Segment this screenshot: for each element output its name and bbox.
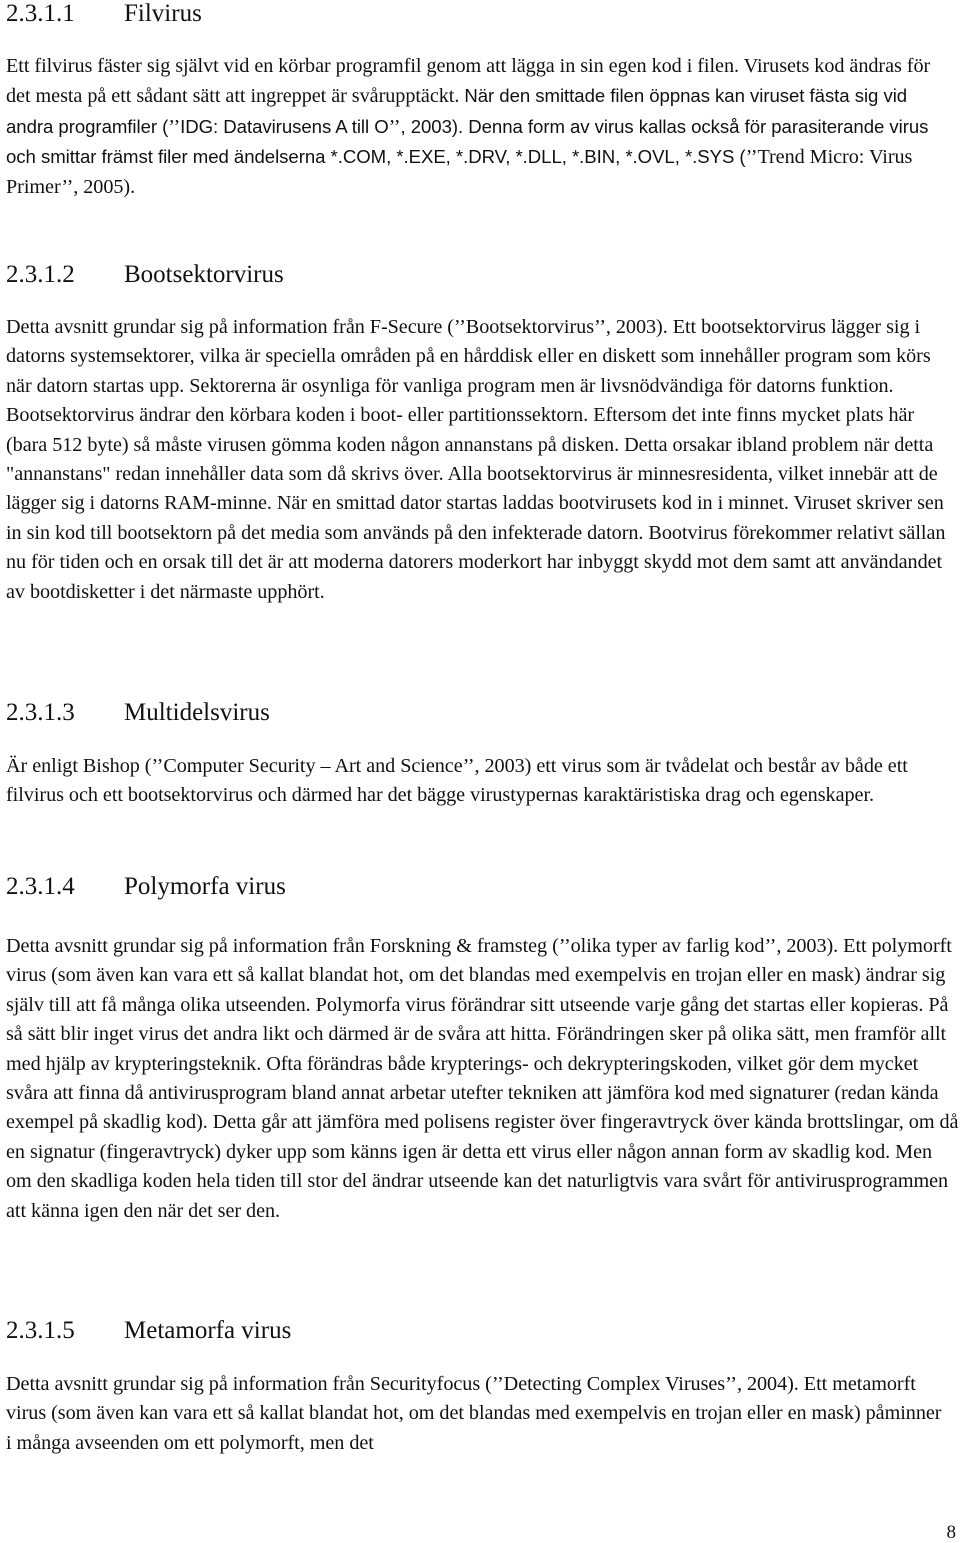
text-run: ’’	[594, 316, 606, 338]
section-number: 2.3.1.5	[6, 1317, 75, 1344]
text-run: , 2004). Ett metamorft virus (som även kan vara ett så kallat blandat hot, om det blandas med exempelvis en trojan eller en mask) påminner i många avseenden om ett polymorft, men det	[6, 1373, 942, 1454]
section-title: Bootsektorvirus	[124, 261, 284, 288]
text-run: ’’	[388, 115, 401, 138]
text-run: Computer Security – Art and Science	[163, 755, 463, 777]
section-paragraph	[6, 1370, 946, 1458]
text-run: , 2003). Ett bootsektorvirus lägger sig i datorns systemsektorer, vilka är speciella områden på en hårddisk eller en diskett som innehåller program som körs när datorn startas upp. Sektorerna är osynliga för vanliga program men är livsnödvändiga för datorns funktion. Bootsektorvirus ändrar den körbara koden i boot- eller partitionssektorn. Eftersom det inte finns mycket plats här (bara 512 byte) så måste virusen gömma koden någon annanstans på disken. Detta orsakar ibland problem när detta "annanstans" redan innehåller data som då skrivs över. Alla bootsektorvirus är minnesresidenta, vilket innebär att de lägger sig i datorns RAM-minne. När en smittad dator startas laddas bootvirusets kod in i minnet. Viruset skriver sen in sin kod till bootsektorn på det media som används på den infekterade datorn. Bootvirus förekommer relativt sällan nu för tiden och en orsak till det är att moderna datorers moderkort har inbyggt skydd mot dem samt att användandet av bootdisketter i det närmaste upphört.	[6, 316, 946, 603]
section-heading-polymorfa-virus	[6, 873, 286, 901]
section-heading-bootsektorvirus	[6, 261, 284, 289]
text-run: Detecting Complex Viruses	[503, 1373, 726, 1395]
section-number: 2.3.1.2	[6, 261, 75, 288]
text-run: , 2005).	[73, 175, 136, 198]
section-heading-metamorfa-virus	[6, 1317, 291, 1345]
text-run: ’’	[453, 316, 466, 338]
text-run: ’’	[168, 115, 181, 138]
text-run: , 2003). Denna form av virus kallas också för parasiterande virus och smittar främst filer med ändelserna *.COM, *.EXE, *.DRV, *.DLL, *.BIN, *.OVL, *.SYS (	[6, 115, 929, 168]
section-paragraph	[6, 932, 960, 1226]
text-run: ’’	[745, 146, 758, 169]
text-run: ’’	[725, 1373, 737, 1395]
text-run: ’’	[491, 1373, 504, 1395]
section-paragraph	[6, 752, 956, 811]
section-title: Polymorfa virus	[124, 873, 286, 900]
page-number: 8	[946, 1522, 956, 1543]
text-run: ’’	[61, 175, 74, 198]
section-title: Multidelsvirus	[124, 699, 270, 726]
text-run: Bootsektorvirus	[465, 316, 595, 338]
text-run: Detta avsnitt grundar sig på information från Securityfocus (	[6, 1373, 492, 1395]
section-title: Filvirus	[124, 0, 202, 27]
text-run: Är enligt Bishop (	[6, 755, 152, 777]
text-run: Trend Micro: Virus Primer	[6, 146, 913, 198]
text-run: ’’	[558, 935, 571, 957]
text-run: IDG: Datavirusens A till O	[180, 115, 389, 137]
text-run: olika typer av farlig kod	[570, 935, 765, 957]
text-run: , 2003) ett virus som är tvådelat och består av både ett filvirus och ett bootsektorvirus och därmed har det bägge virustypernas karaktäristiska drag och egenskaper.	[6, 755, 908, 807]
text-run: ’’	[764, 935, 777, 957]
section-heading-filvirus	[6, 0, 202, 28]
section-number: 2.3.1.1	[6, 0, 75, 27]
section-number: 2.3.1.4	[6, 873, 75, 900]
text-run: ’’	[151, 755, 164, 777]
section-number: 2.3.1.3	[6, 699, 75, 726]
text-run: När den smittade filen öppnas kan viruset fästa sig vid andra programfiler (	[6, 85, 908, 137]
section-paragraph	[6, 313, 956, 607]
text-run: Detta avsnitt grundar sig på information från Forskning & framsteg (	[6, 935, 559, 957]
text-run: , 2003). Ett polymorft virus (som även kan vara ett så kallat blandat hot, om det blandas med exempelvis en trojan eller en mask) ändrar sig själv till att få många olika utseenden. Polymorfa virus förändrar sitt utseende varje gång det startas eller kopieras. På så sätt blir inget virus det andra likt och därmed är de svåra att hitta. Förändringen sker på olika sätt, men framför allt med hjälp av krypteringsteknik. Ofta förändras både krypterings- och dekrypteringskoden, vilket gör dem mycket svåra att finna då antivirusprogram bland annat arbetar utefter tekniken att jämföra kod med signaturer (redan kända exempel på skadlig kod). Detta går att jämföra med polisens register över fingeravtryck över kända brottslingar, om då en signatur (fingeravtryck) dyker upp som känns igen är detta ett virus eller någon annan form av skadlig kod. Men om den skadliga koden hela tiden till stor del ändrar utseende kan det naturligtvis vara svårt för antivirusprogrammen att känna igen den när det ser den.	[6, 935, 959, 1222]
section-heading-multidelsvirus	[6, 699, 270, 727]
text-run: ’’	[462, 755, 475, 777]
text-run: Ett filvirus fäster sig självt vid en körbar programfil genom att lägga in sin egen kod i filen. Virusets kod ändras för det mesta på ett sådant sätt att ingreppet är svårupptäckt.	[6, 55, 931, 108]
section-title: Metamorfa virus	[124, 1317, 292, 1344]
section-paragraph	[6, 52, 954, 202]
text-run: Detta avsnitt grundar sig på information från F-Secure (	[6, 316, 454, 338]
